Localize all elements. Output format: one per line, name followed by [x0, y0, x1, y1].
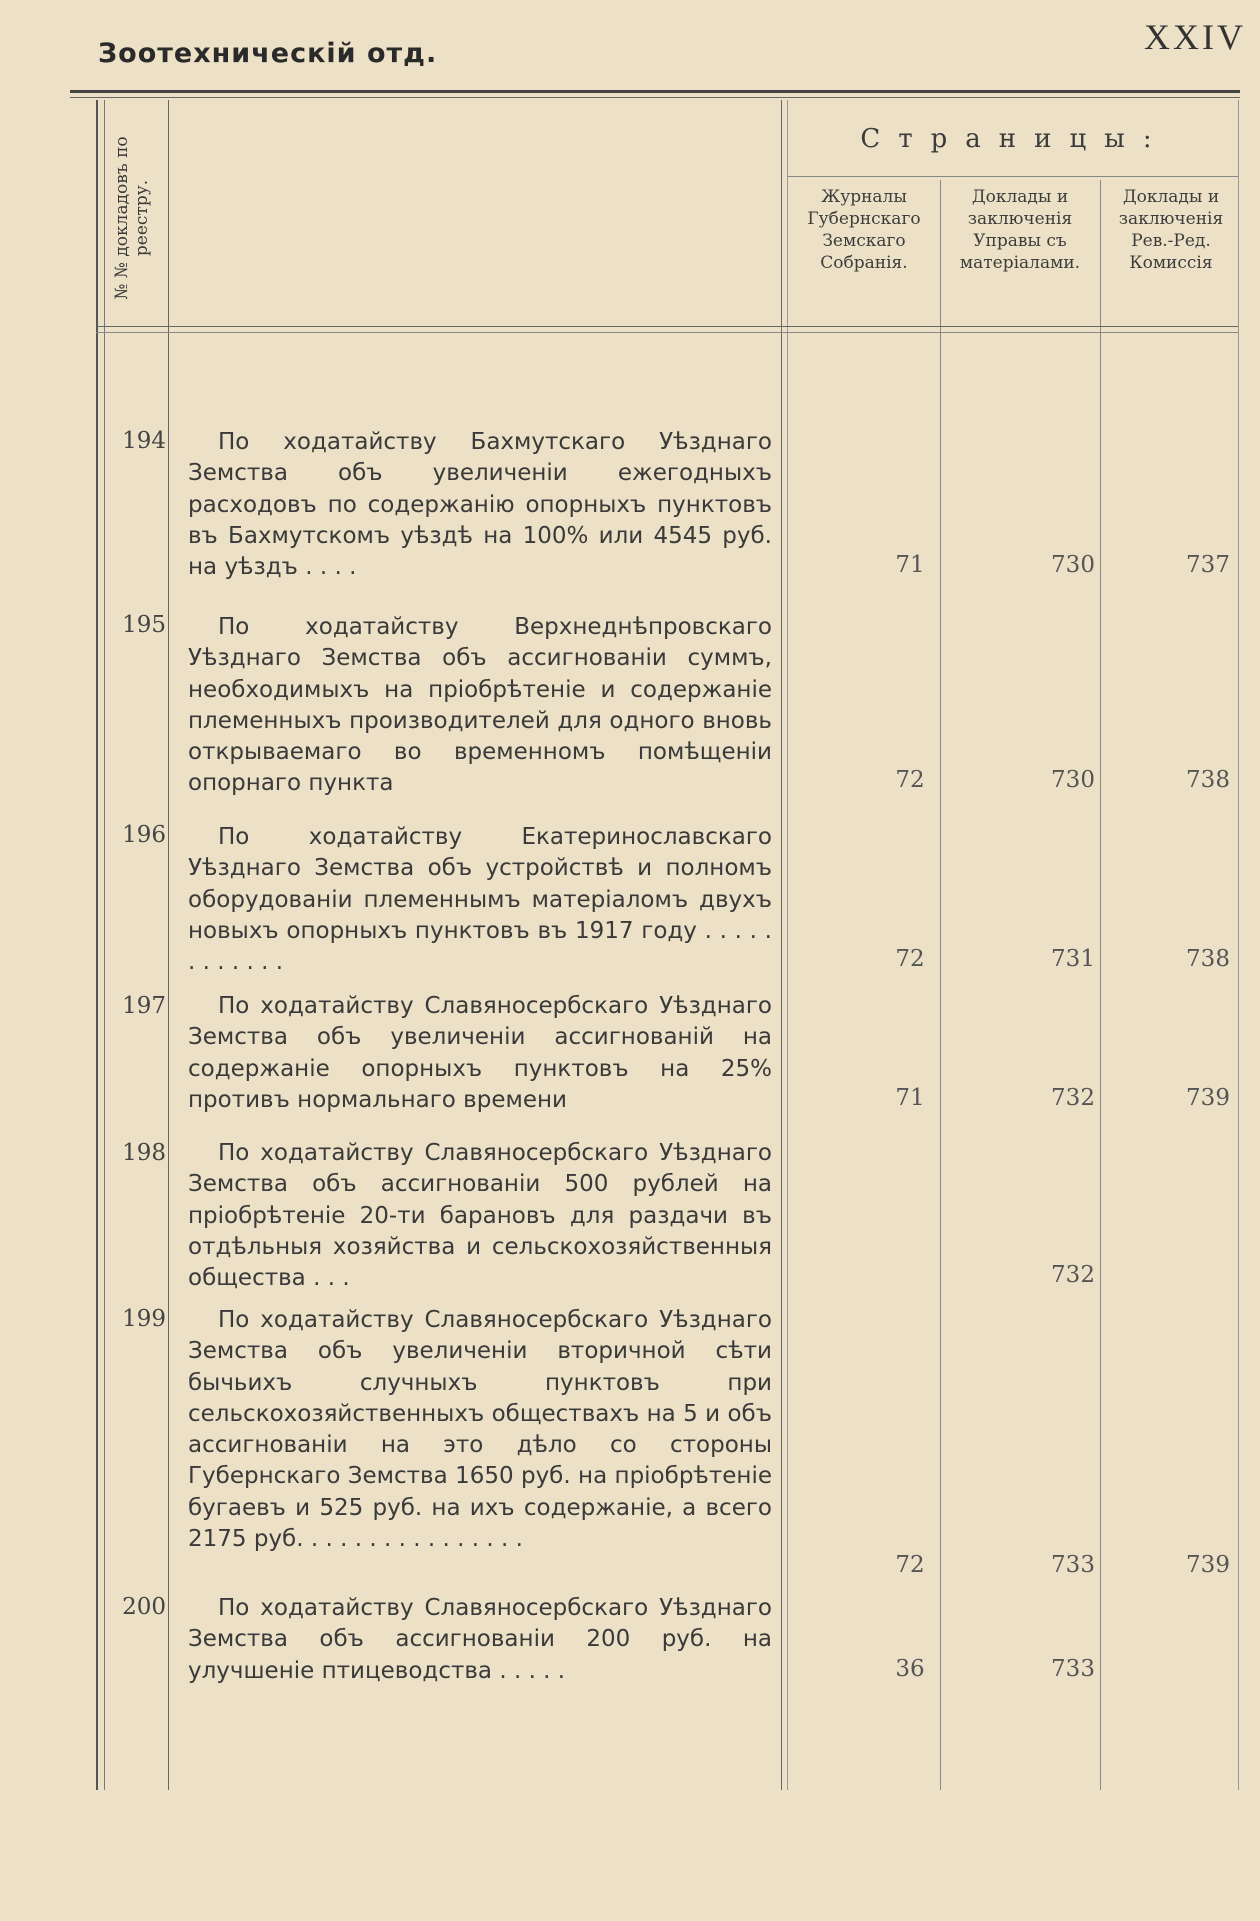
row-number: 200 [122, 1594, 166, 1620]
board-report-page: 732 [1051, 1085, 1095, 1111]
column-header-board-reports: Доклады и заключенія Управы съ матеріалами. [959, 187, 1081, 273]
journals-page: 71 [895, 552, 925, 578]
board-report-page: 732 [1051, 1262, 1095, 1288]
row-number: 199 [122, 1306, 166, 1332]
commission-report-page: 738 [1186, 946, 1230, 972]
journals-page: 36 [895, 1656, 925, 1682]
commission-report-page: 739 [1186, 1085, 1230, 1111]
row-number: 194 [122, 428, 166, 454]
journals-page: 72 [895, 1552, 925, 1578]
running-head: Зоотехническій отд. [98, 38, 438, 69]
row-number: 198 [122, 1140, 166, 1166]
row-description: По ходатайству Верхнеднѣпровскаго Уѣзднаго Земства объ ассигнованіи суммъ, необходимыхъ на пріобрѣтеніе и содержаніе племенныхъ производителей для одного вновь открываемаго во временномъ помѣщеніи опорнаго пункта [188, 614, 772, 797]
row-description: По ходатайству Славяносербскаго Уѣзднаго Земства объ ассигнованіи 500 рублей на пріобрѣтеніе 20-ти барановъ для раздачи въ отдѣльныя хозяйства и сельскохозяйственныя общества . . . [188, 1140, 772, 1292]
commission-report-page: 737 [1186, 552, 1230, 578]
row-description: По ходатайству Славяносербскаго Уѣзднаго Земства объ увеличеніи ассигнованій на содержаніе опорныхъ пунктовъ на 25% противъ нормальнаго времени [188, 993, 772, 1113]
column-header-pages: Страницы: [860, 124, 1170, 154]
row-description: По ходатайству Славяносербскаго Уѣзднаго Земства объ ассигнованіи 200 руб. на улучшеніе птицеводства . . . . . [188, 1595, 772, 1684]
board-report-page: 730 [1051, 767, 1095, 793]
journals-page: 72 [895, 946, 925, 972]
page-number: XXIV [1144, 17, 1246, 57]
board-report-page: 731 [1051, 946, 1095, 972]
header-rule-thin [70, 97, 1240, 98]
commission-report-page: 738 [1186, 767, 1230, 793]
board-report-page: 733 [1051, 1552, 1095, 1578]
row-description: По ходатайству Славяносербскаго Уѣзднаго Земства объ увеличеніи вторичной сѣти бычьихъ случныхъ пунктовъ при сельскохозяйственныхъ обществахъ на 5 и объ ассигнованіи на это дѣло со стороны Губернскаго Земства 1650 руб. на пріобрѣтеніе бугаевъ и 525 руб. на ихъ содержаніе, а всего 2175 руб. . . . . . . . . . . . . . . . [188, 1307, 772, 1553]
column-header-number: № № докладовъ по реестру. [112, 136, 152, 300]
column-header-commission-reports: Доклады и заключенія Рев.-Ред. Комиссія [1118, 187, 1224, 273]
row-number: 195 [122, 612, 166, 638]
journals-page: 71 [895, 1085, 925, 1111]
board-report-page: 733 [1051, 1656, 1095, 1682]
board-report-page: 730 [1051, 552, 1095, 578]
row-description: По ходатайству Екатеринославскаго Уѣзднаго Земства объ устройствѣ и полномъ оборудованіи племеннымъ матеріаломъ двухъ новыхъ опорныхъ пунктовъ въ 1917 году . . . . . . . . . . . . [188, 824, 772, 976]
column-header-journals: Журналы Губернскаго Земскаго Собранія. [807, 187, 921, 273]
header-rule [70, 90, 1240, 93]
row-number: 197 [122, 993, 166, 1019]
row-number: 196 [122, 822, 166, 848]
journals-page: 72 [895, 767, 925, 793]
commission-report-page: 739 [1186, 1552, 1230, 1578]
row-description: По ходатайству Бахмутскаго Уѣзднаго Земства объ увеличеніи ежегодныхъ расходовъ по содержанію опорныхъ пунктовъ въ Бахмутскомъ уѣздѣ на 100% или 4545 руб. на уѣздъ . . . . [188, 429, 772, 581]
